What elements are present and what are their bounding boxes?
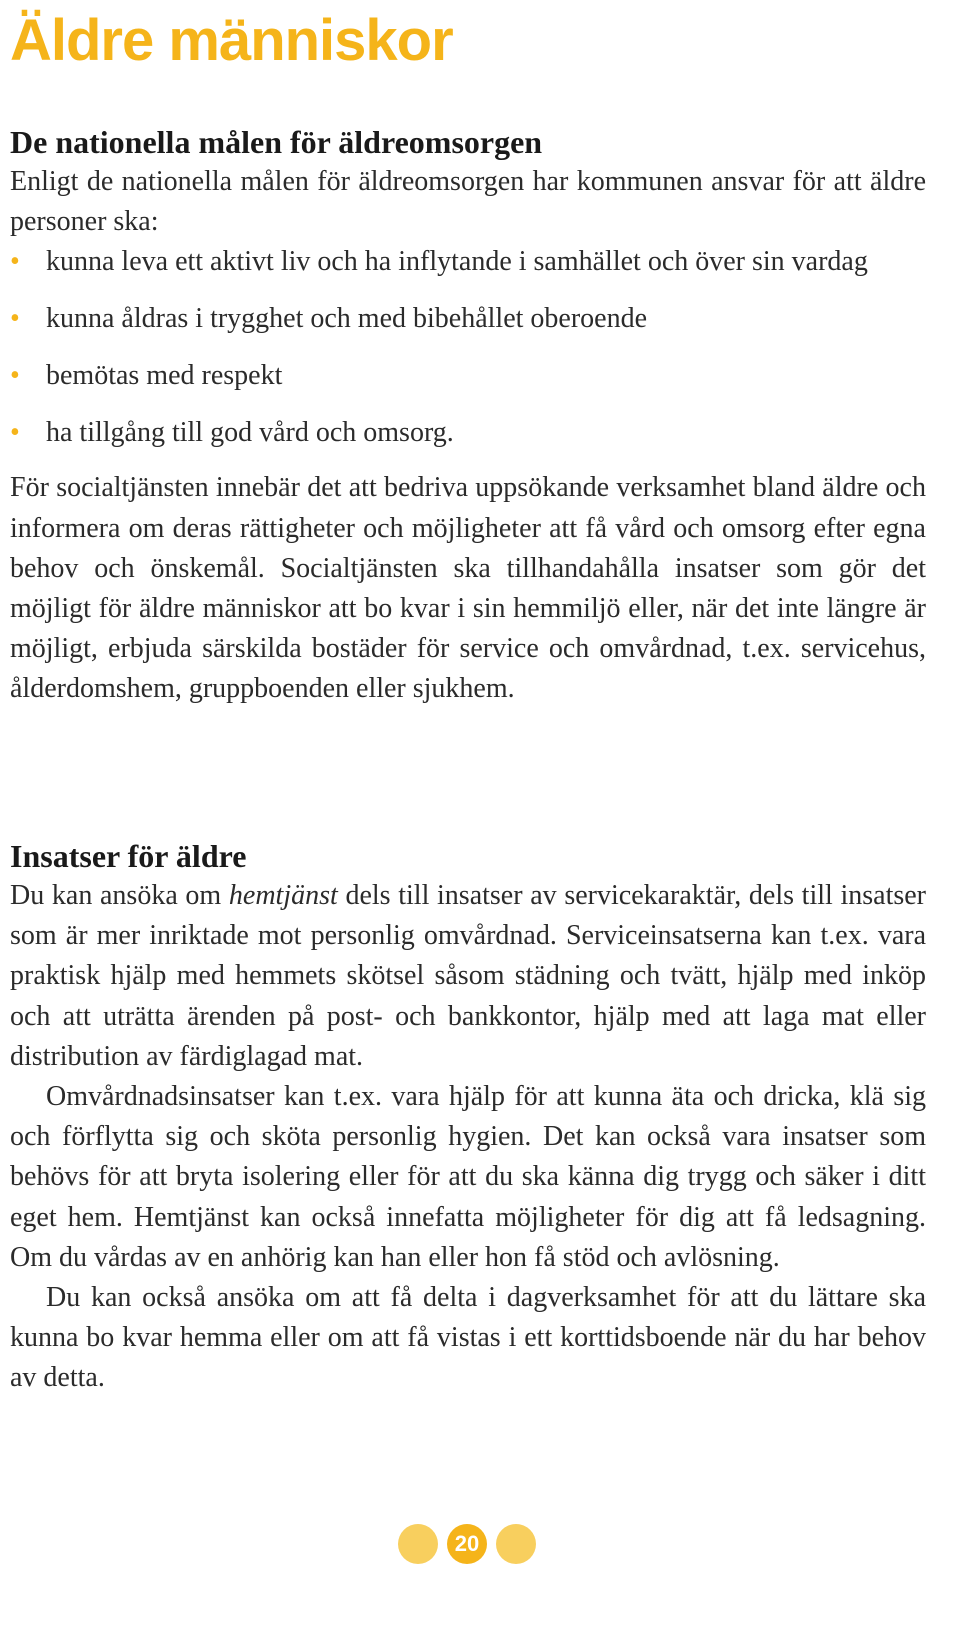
home-care-paragraph: Du kan ansöka om hemtjänst dels till insatser av servicekaraktär, dels till insatser som är mer inriktade mot personlig omvårdnad. Serviceinsatserna kan t.ex. vara praktisk hjälp med hemmets skötsel såsom städning och tvätt, hjälp med inköp och att uträtta ärenden på post- och bankkontor, hjälp med att laga mat eller distribution av färdiglagad mat. [10, 880, 926, 1072]
list-item: • ha tillgång till god vård och omsorg. [10, 413, 926, 453]
emphasis-term: hemtjänst [228, 880, 338, 911]
page-number: 20 [447, 1524, 487, 1564]
page-title: Äldre människor [10, 8, 453, 73]
social-services-paragraph: För socialtjänsten innebär det att bedriva uppsökande verksamhet bland äldre och informera om deras rättigheter och möjligheter att få vård och omsorg efter egna behov och önskemål. Socialtjänsten ska tillhandahålla insatser som gör det möjligt för äldre människor att bo kvar i sin hemmiljö eller, när det inte längre är möjligt, erbjuda särskilda bostäder för service och omvårdnad, t.ex. servicehus, ålderdomshem, gruppboenden eller sjukhem. [10, 472, 926, 705]
bullet-icon: • [10, 303, 20, 335]
section-services-elderly [10, 836, 926, 1399]
intro-paragraph: Enligt de nationella målen för äldreomsorgen har kommunen ansvar för att äldre personer ska: [10, 166, 926, 238]
bullet-icon: • [10, 246, 20, 278]
section-national-goals [10, 122, 926, 710]
day-activity-paragraph: Du kan också ansöka om att få delta i dagverksamhet för att du lättare ska kunna bo kvar hemma eller om att få vistas i ett korttidsboende när du har behov av detta. [10, 1282, 926, 1394]
page-number-indicator [398, 1524, 538, 1566]
decorative-circle-icon [496, 1524, 536, 1564]
list-item: • kunna leva ett aktivt liv och ha inflytande i samhället och över sin vardag [10, 242, 926, 282]
section-heading-services: Insatser för äldre [10, 838, 247, 874]
goals-list [10, 242, 926, 453]
decorative-circle-icon [398, 1524, 438, 1564]
section-heading-national-goals: De nationella målen för äldreomsorgen [10, 124, 543, 160]
bullet-icon: • [10, 360, 20, 392]
list-item: • kunna åldras i trygghet och med bibehållet oberoende [10, 299, 926, 339]
bullet-icon: • [10, 417, 20, 449]
care-paragraph: Omvårdnadsinsatser kan t.ex. vara hjälp för att kunna äta och dricka, klä sig och förflytta sig och sköta personlig hygien. Det kan också vara insatser som behövs för att bryta isolering eller för att du ska känna dig trygg och säker i ditt eget hem. Hemtjänst kan också innefatta möjligheter för dig att få ledsagning. Om du vårdas av en anhörig kan han eller hon få stöd och avlösning. [10, 1081, 926, 1273]
list-item: • bemötas med respekt [10, 356, 926, 396]
